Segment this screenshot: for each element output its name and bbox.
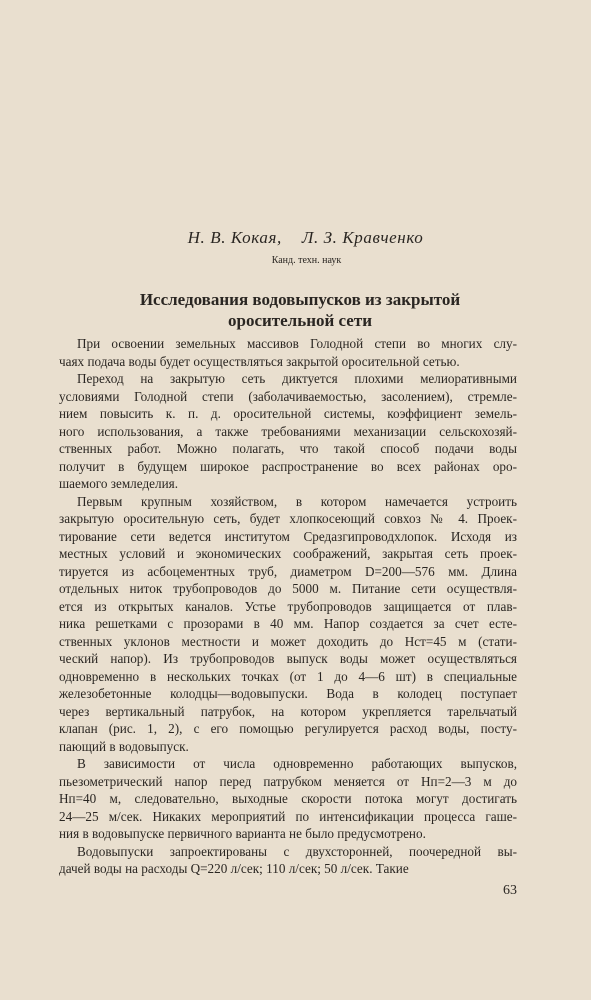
text-line: одновременно в нескольких точках (от 1 до 4—6 шт) в специальные bbox=[59, 668, 517, 684]
page-number: 63 bbox=[503, 883, 517, 898]
text-line: Водовыпуски запроектированы с двухсторонней, поочередной вы- bbox=[77, 843, 517, 859]
text-line: получит в будущем широкое распространение во всех районах оро- bbox=[59, 458, 517, 474]
text-line: тирование сети ведется институтом Средазгипроводхлопок. Исходя из bbox=[59, 528, 517, 544]
text-line: Первым крупным хозяйством, в котором намечается устроить bbox=[77, 493, 517, 509]
text-line: ческий напор). Из трубопроводов выпуск воды может осуществляться bbox=[59, 651, 517, 666]
text-line: дачей воды на расходы Q=220 л/сек; 110 л/сек; 50 л/сек. Такие bbox=[59, 861, 409, 876]
text-line: 24—25 м/сек. Никаких мероприятий по интенсификации процесса гаше- bbox=[59, 808, 517, 824]
text-line: ния в водовыпуске первичного варианта не было предусмотрено. bbox=[59, 826, 426, 841]
article-body bbox=[59, 335, 517, 878]
text-line: ственных работ. Можно полагать, что такой способ подачи воды bbox=[59, 441, 517, 456]
text-line: Переход на закрытую сеть диктуется плохими мелиоративными bbox=[77, 371, 517, 386]
text-line: шаемого земледелия. bbox=[59, 476, 179, 491]
text-line: ется из открытых каналов. Устье трубопроводов защищается от плав- bbox=[59, 598, 517, 614]
paragraph bbox=[59, 335, 517, 370]
text-line: ственных уклонов местности и может доходить до Hст=45 м (стати- bbox=[59, 633, 517, 649]
paragraph bbox=[59, 843, 517, 878]
paragraph bbox=[59, 755, 517, 843]
author-2: Л. З. Кравченко bbox=[301, 228, 424, 247]
text-line: Hп=40 м, следовательно, выходные скорости потока могут достигать bbox=[59, 791, 517, 806]
text-line: клапан (рис. 1, 2), с его помощью регулируется расход воды, посту- bbox=[59, 721, 517, 736]
paragraph bbox=[59, 493, 517, 756]
text-line: отдельных ниток трубопроводов до 5000 м. Питание сети осуществля- bbox=[59, 581, 517, 596]
title-line-1: Исследования водовыпусков из закрытой bbox=[139, 290, 461, 309]
article-title bbox=[60, 289, 540, 331]
text-line: чаях подача воды будет осуществляться закрытой оросительной сетью. bbox=[59, 353, 460, 369]
text-line: нием повысить к. п. д. оросительной системы, коэффициент земель- bbox=[59, 406, 517, 421]
text-line: закрытую оросительную сеть, будет хлопкосеющий совхоз № 4. Проек- bbox=[59, 511, 517, 526]
text-line: При освоении земельных массивов Голодной степи во многих слу- bbox=[77, 336, 517, 351]
academic-degree: Канд. техн. наук bbox=[271, 255, 342, 266]
author-1: Н. В. Кокая, bbox=[187, 228, 282, 247]
text-line: пающий в водовыпуск. bbox=[59, 738, 189, 754]
title-line-2: оросительной сети bbox=[227, 311, 372, 330]
text-line: местных условий и экономических соображений, закрытая сеть проек- bbox=[59, 546, 517, 561]
text-line: через вертикальный патрубок, на котором укрепляется тарельчатый bbox=[59, 703, 517, 719]
text-line: условиями Голодной степи (заболачиваемостью, засолением), стремле- bbox=[59, 388, 517, 404]
text-line: железобетонные колодцы—водовыпуски. Вода в колодец поступает bbox=[59, 686, 517, 701]
text-line: пьезометрический напор перед патрубком меняется от Hп=2—3 м до bbox=[59, 773, 517, 789]
text-line: ного использования, а также требованиями механизации сельскохозяй- bbox=[59, 423, 517, 439]
paragraph bbox=[59, 370, 517, 493]
text-line: В зависимости от числа одновременно работающих выпусков, bbox=[77, 756, 517, 771]
text-line: тируется из асбоцементных труб, диаметром D=200—576 мм. Длина bbox=[59, 563, 517, 579]
text-line: ника решетками с прозорами в 40 мм. Напор создается за счет есте- bbox=[59, 616, 517, 631]
authors-line bbox=[0, 228, 591, 248]
